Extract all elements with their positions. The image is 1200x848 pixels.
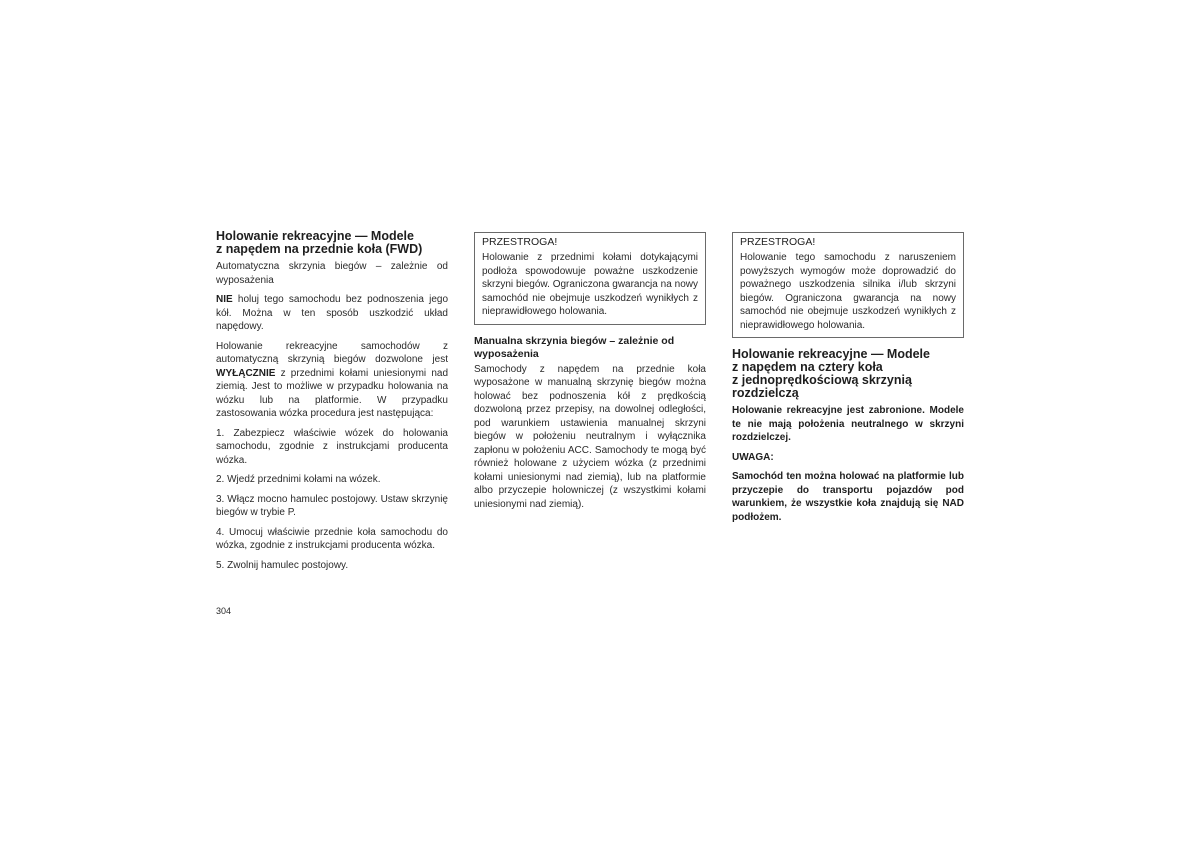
page-number: 304 bbox=[216, 606, 232, 616]
nie-bold: NIE bbox=[216, 294, 233, 305]
4wd-heading-line: z jednoprędkościową skrzynią bbox=[732, 373, 912, 387]
note-label: UWAGA: bbox=[732, 451, 774, 463]
middle-column bbox=[474, 232, 706, 517]
4wd-section-heading bbox=[732, 348, 964, 400]
caution-text: Holowanie z przednimi kołami dotykającymi podłoża spowodowuje poważne uszkodzenie skrzyni biegów. Ograniczona gwarancja na nowy samochód nie obejmuje uszkodzeń wynikłych z nieprawidłowego holowania. bbox=[482, 252, 698, 317]
4wd-heading-line: Holowanie rekreacyjne — Modele bbox=[732, 347, 930, 361]
caution-text: Holowanie tego samochodu z naruszeniem powyższych wymogów może doprowadzić do poważnego uszkodzenia silnika i/lub skrzyni biegów. Ograniczona gwarancja na nowy samochód nie obejmuje uszkodzeń wynikłych z nieprawidłowego holowania. bbox=[740, 252, 956, 331]
caution-box-fwd bbox=[474, 232, 706, 325]
fwd-heading-line1: Holowanie rekreacyjne — Modele bbox=[216, 229, 414, 243]
manual-transmission-body: Samochody z napędem na przednie koła wyposażone w manualną skrzynię biegów można holować bez podnoszenia kół z prędkością dozwoloną przez przepisy, na dowolnej odległości, pod warunkiem ustawienia manualnej skrzyni biegów w położeniu neutralnym i wyłącznika zapłonu w położeniu ACC. Samochody te mogą być również holowane z użyciem wózka (z przednimi kołami uniesionymi nad ziemią), lub na platformie albo przyczepie holowniczej (z wszystkimi kołami uniesionymi nad ziemią). bbox=[474, 363, 706, 510]
right-column bbox=[732, 232, 964, 530]
do-not-tow-text: holuj tego samochodu bez podnoszenia jego kół. Można w ten sposób uszkodzić układ napędowy. bbox=[216, 294, 448, 332]
do-not-tow-paragraph bbox=[216, 293, 448, 334]
procedure-step: 2. Wjedź przednimi kołami na wózek. bbox=[216, 474, 381, 485]
manual-transmission-heading: Manualna skrzynia biegów – zależnie od wyposażenia bbox=[474, 334, 675, 360]
procedure-step: 4. Umocuj właściwie przednie koła samochodu do wózka, zgodnie z instrukcjami producenta wózka. bbox=[216, 526, 448, 551]
caution-box-4wd bbox=[732, 232, 964, 338]
recreational-tow-start: Holowanie rekreacyjne samochodów z automatyczną skrzynią biegów dozwolone jest bbox=[216, 340, 448, 365]
left-column bbox=[216, 230, 448, 578]
caution-title: PRZESTROGA! bbox=[482, 236, 558, 248]
automatic-transmission-subheading: Automatyczna skrzynia biegów – zależnie od wyposażenia bbox=[216, 261, 448, 286]
4wd-heading-line: z napędem na cztery koła bbox=[732, 360, 883, 374]
procedure-step: 3. Włącz mocno hamulec postojowy. Ustaw skrzynię biegów w trybie P. bbox=[216, 493, 448, 518]
platform-towing-paragraph: Samochód ten można holować na platformie lub przyczepie do transportu pojazdów pod warunkiem, że wszystkie koła znajdują się NAD podłożem. bbox=[732, 471, 964, 523]
recreational-tow-end: z przednimi kołami uniesionymi nad ziemią. Jest to możliwe w przypadku holowania na wózku lub na platformie. W przypadku zastosowania wózka procedura jest następująca: bbox=[216, 367, 448, 419]
caution-title: PRZESTROGA! bbox=[740, 236, 816, 248]
fwd-section-heading bbox=[216, 230, 448, 256]
procedure-step: 1. Zabezpiecz właściwie wózek do holowania samochodu, zgodnie z instrukcjami producenta wózka. bbox=[216, 427, 448, 466]
4wd-heading-line: rozdzielczą bbox=[732, 386, 799, 400]
recreational-tow-paragraph bbox=[216, 340, 448, 421]
procedure-step: 5. Zwolnij hamulec postojowy. bbox=[216, 559, 349, 571]
fwd-heading-line2: z napędem na przednie koła (FWD) bbox=[216, 242, 423, 256]
wylacznie-bold: WYŁĄCZNIE bbox=[216, 367, 276, 379]
towing-prohibited-paragraph: Holowanie rekreacyjne jest zabronione. Modele te nie mają położenia neutralnego w skrzyni rozdzielczej. bbox=[732, 405, 964, 443]
